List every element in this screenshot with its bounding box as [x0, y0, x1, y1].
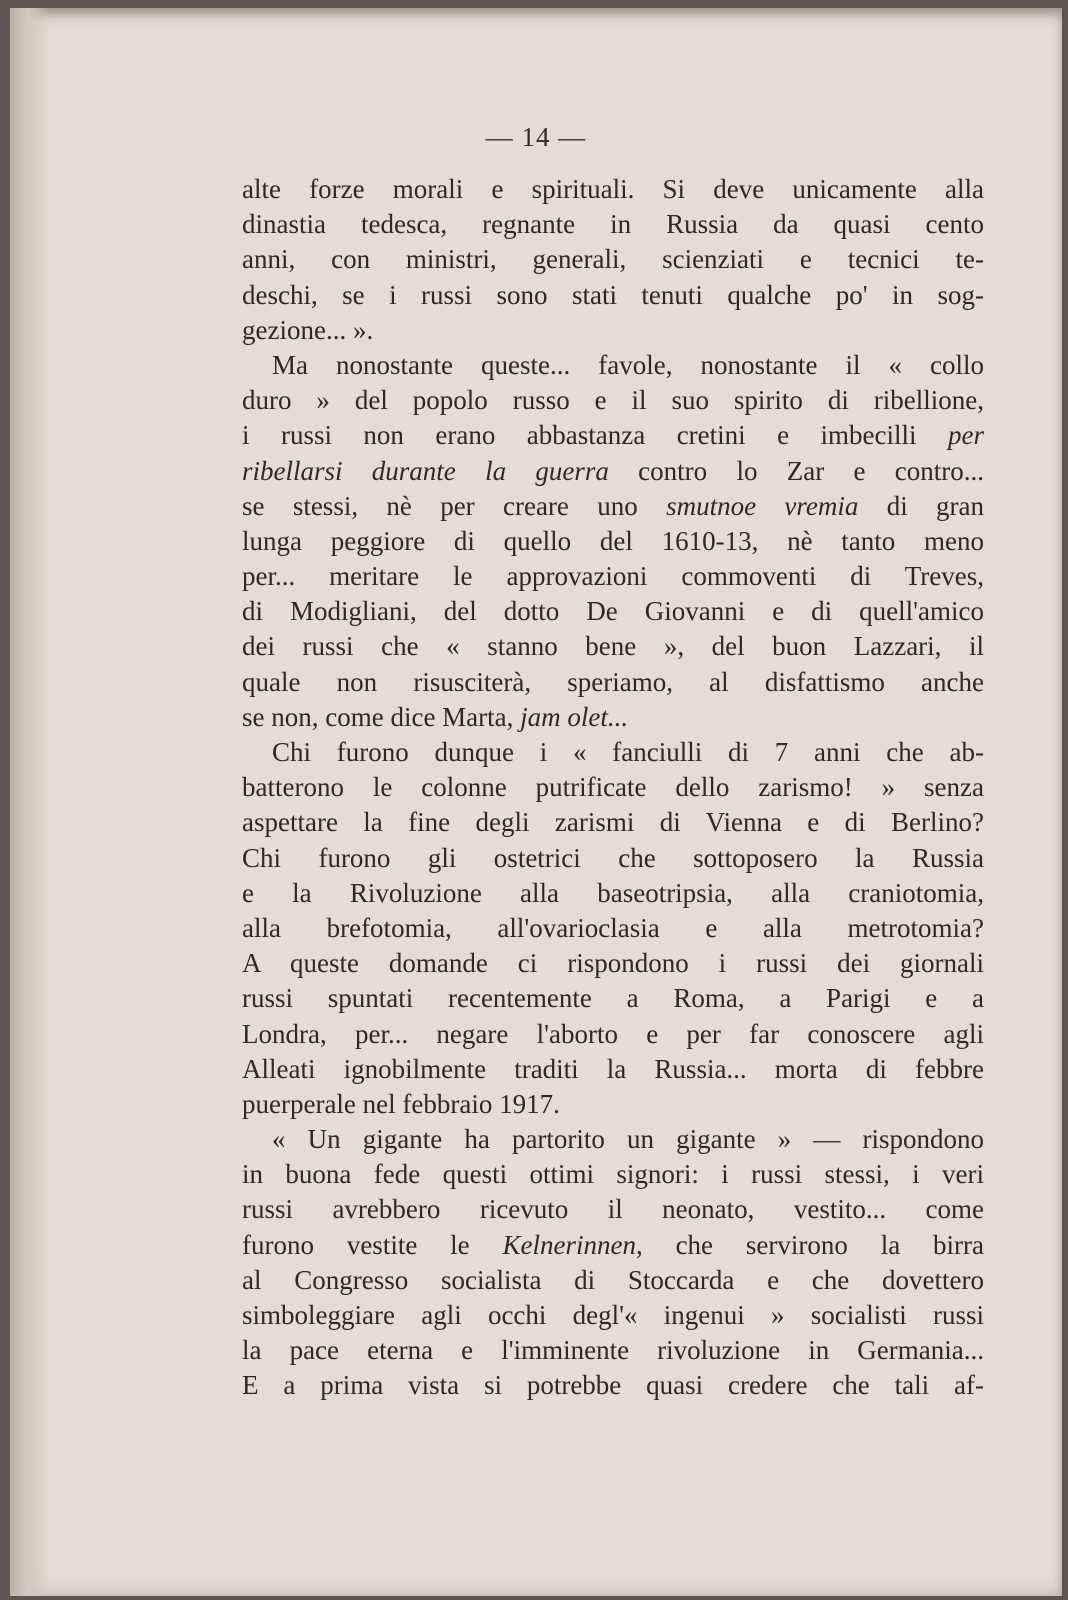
text-line — [242, 1157, 984, 1192]
italic-text: smutnoe vremia — [666, 490, 859, 521]
text-segment: , che servirono la birra — [635, 1229, 984, 1260]
text-line — [242, 876, 984, 911]
text-segment: Londra, per... negare l'aborto e per far conoscere agli — [242, 1018, 984, 1049]
text-segment: di gran — [858, 490, 984, 521]
text-line — [242, 383, 984, 418]
text-segment: Alleati ignobilmente traditi la Russia... morta di febbre — [242, 1053, 984, 1084]
text-line — [242, 489, 984, 524]
text-segment: deschi, se i russi sono stati tenuti qualche po' in sog- — [242, 279, 984, 310]
text-segment: di Modigliani, del dotto De Giovanni e di quell'amico — [242, 596, 984, 627]
text-line — [242, 1122, 984, 1157]
text-segment: per... meritare le approvazioni commoventi di Treves, — [242, 561, 984, 592]
text-segment: e la Rivoluzione alla baseotripsia, alla craniotomia, — [242, 877, 984, 908]
italic-text: jam olet... — [520, 701, 629, 732]
text-line — [242, 313, 984, 348]
text-segment: simboleggiare agli occhi degl'« ingenui » socialisti russi — [242, 1300, 984, 1330]
text-line — [242, 1087, 984, 1122]
text-segment: russi spuntati recentemente a Roma, a Parigi e a — [242, 983, 984, 1014]
text-line — [242, 418, 984, 453]
book-page — [10, 8, 1062, 1596]
text-line — [242, 1228, 984, 1263]
text-segment: A queste domande ci rispondono i russi dei giornali — [242, 948, 984, 979]
text-segment: dinastia tedesca, regnante in Russia da quasi cento — [242, 209, 984, 240]
text-line — [242, 735, 984, 770]
text-line — [242, 454, 984, 489]
text-segment: duro » del popolo russo e il suo spirito di ribellione, — [242, 385, 984, 416]
text-line — [242, 278, 984, 313]
page-number: — 14 — — [485, 122, 587, 152]
text-segment: al Congresso socialista di Stoccarda e che dovettero — [242, 1264, 984, 1295]
text-segment: batterono le colonne putrificate dello zarismo! » senza — [242, 772, 984, 803]
text-segment: E a prima vista si potrebbe quasi credere che tali af- — [242, 1370, 984, 1401]
text-line — [242, 1368, 984, 1403]
italic-text: Kelnerinnen — [502, 1229, 636, 1260]
text-line — [242, 911, 984, 946]
text-segment: Ma nonostante queste... favole, nonostante il « collo — [272, 349, 984, 380]
text-segment: quale non risusciterà, speriamo, al disfattismo anche — [242, 666, 984, 697]
text-segment: gezione... ». — [242, 314, 374, 345]
text-line — [242, 629, 984, 664]
italic-text: per — [948, 420, 984, 451]
text-segment: russi avrebbero ricevuto il neonato, vestito... come — [242, 1194, 984, 1225]
text-line — [242, 242, 984, 277]
text-line — [242, 1017, 984, 1052]
text-segment: dei russi che « stanno bene », del buon Lazzari, il — [242, 631, 984, 662]
text-segment: Chi furono dunque i « fanciulli di 7 anni che ab- — [272, 737, 984, 767]
text-line — [242, 524, 984, 559]
text-line — [242, 1052, 984, 1087]
text-segment: se non, come dice Marta, — [242, 701, 521, 732]
text-segment: aspettare la fine degli zarismi di Vienna e di Berlino? — [242, 807, 984, 838]
text-segment: puerperale nel febbraio 1917. — [242, 1088, 560, 1119]
text-segment: lunga peggiore di quello del 1610-13, nè tanto meno — [242, 525, 984, 556]
text-line — [242, 559, 984, 594]
text-line — [242, 841, 984, 876]
text-line — [242, 770, 984, 805]
text-segment: Chi furono gli ostetrici che sottoposero la Russia — [242, 842, 984, 873]
text-line — [242, 946, 984, 981]
text-line — [242, 1298, 984, 1333]
text-line — [242, 665, 984, 700]
text-line — [242, 207, 984, 242]
text-segment: alte forze morali e spirituali. Si deve unicamente alla — [242, 174, 984, 204]
text-line — [242, 1333, 984, 1368]
text-segment: contro lo Zar e contro... — [608, 455, 985, 486]
text-segment: se stessi, nè per creare uno — [242, 490, 667, 521]
text-segment: in buona fede questi ottimi signori: i russi stessi, i veri — [242, 1159, 984, 1190]
text-segment: anni, con ministri, generali, scienziati e tecnici te- — [242, 244, 984, 275]
text-segment: « Un gigante ha partorito un gigante » — rispondono — [272, 1124, 984, 1155]
text-line — [242, 348, 984, 383]
text-line — [242, 700, 984, 735]
text-line — [242, 1192, 984, 1227]
page-binding-edge — [10, 8, 50, 1596]
text-segment: furono vestite le — [242, 1229, 503, 1260]
text-segment: la pace eterna e l'imminente rivoluzione in Germania... — [242, 1335, 984, 1366]
text-segment: i russi non erano abbastanza cretini e imbecilli — [242, 420, 948, 451]
text-line — [242, 981, 984, 1016]
text-line — [242, 805, 984, 840]
text-line — [242, 594, 984, 629]
text-segment: alla brefotomia, all'ovarioclasia e alla metrotomia? — [242, 912, 984, 943]
text-line — [242, 1263, 984, 1298]
text-line — [242, 172, 984, 207]
body-text — [242, 172, 984, 1404]
italic-text: ribellarsi durante la guerra — [242, 455, 609, 486]
